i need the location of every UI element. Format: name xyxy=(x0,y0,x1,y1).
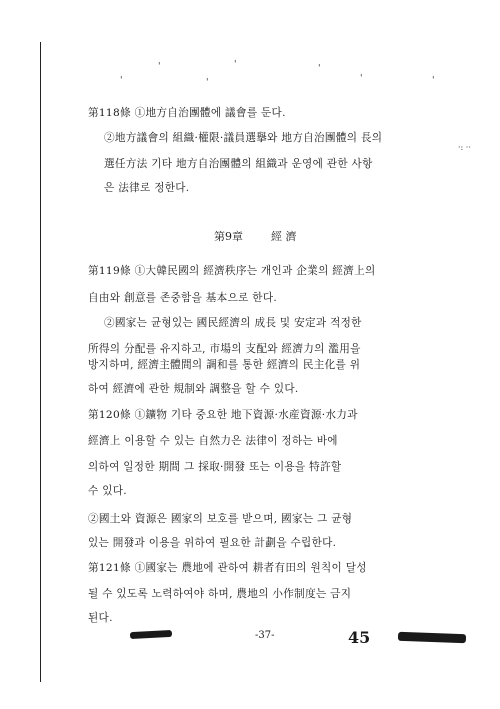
left-margin-rule xyxy=(40,42,41,682)
article-118-para-1: 第118條 ①地方自治團體에 議會를 둔다. xyxy=(88,107,286,119)
scan-speck: ' xyxy=(120,76,123,86)
article-118-para-2-cont: 選任方法 기타 地方自治團體의 組織과 운영에 관한 사항 xyxy=(104,158,373,170)
article-121-para-1-cont: 된다. xyxy=(88,612,113,624)
article-119-para-2: ②國家는 균형있는 國民經濟의 成長 및 安定과 적정한 xyxy=(104,317,362,329)
article-119-para-1-cont: 自由와 創意를 존중함을 基本으로 한다. xyxy=(88,292,278,304)
page-number: 45 xyxy=(348,628,371,647)
article-120-para-1-cont: 수 있다. xyxy=(88,485,127,497)
article-120-para-1-cont: 經濟上 이용할 수 있는 自然力은 法律이 정하는 바에 xyxy=(88,435,338,447)
article-118-para-2-cont: 은 法律로 정한다. xyxy=(104,182,190,194)
article-121-para-1: 第121條 ①國家는 農地에 관하여 耕者有田의 원칙이 달성 xyxy=(88,562,367,574)
scan-speck: ' xyxy=(318,64,321,74)
article-119-para-2-cont: 하여 經濟에 관한 規制와 調整을 할 수 있다. xyxy=(88,383,299,395)
scan-speck: ' xyxy=(206,78,209,88)
chapter-title: 經 濟 xyxy=(271,230,297,243)
article-121-para-1-cont: 될 수 있도록 노력하여야 하며, 農地의 小作制度는 금지 xyxy=(88,588,352,600)
redaction-mark-right xyxy=(398,632,466,643)
redaction-mark-left xyxy=(130,630,172,639)
article-119-para-1: 第119條 ①大韓民國의 經濟秩序는 개인과 企業의 經濟上의 xyxy=(88,265,376,277)
chapter-number: 第9章 xyxy=(214,230,243,243)
scan-speck: ' xyxy=(158,62,161,72)
article-119-para-2-cont: 방지하며, 經濟主體間의 調和를 통한 經濟의 民主化를 위 xyxy=(88,359,361,371)
article-120-para-1: 第120條 ①鑛物 기타 중요한 地下資源·水産資源·水力과 xyxy=(88,409,358,421)
article-120-para-2: ②國土와 資源은 國家의 보호를 받으며, 國家는 그 균형 xyxy=(88,513,353,525)
page-label: -37- xyxy=(255,630,275,641)
margin-mark: ·: ·· xyxy=(458,143,471,152)
chapter-heading xyxy=(214,228,297,244)
article-120-para-1-cont: 의하여 일정한 期間 그 採取·開發 또는 이용을 特許할 xyxy=(88,461,342,473)
scan-speck: ' xyxy=(432,76,435,86)
scan-speck: ' xyxy=(360,74,363,84)
article-118-para-2: ②地方議會의 組織·權限·議員選擧와 地方自治團體의 長의 xyxy=(104,132,383,144)
scan-speck: ' xyxy=(234,60,237,70)
article-120-para-2-cont: 있는 開發과 이용을 위하여 필요한 計劃을 수립한다. xyxy=(88,537,337,549)
article-119-para-2-cont: 所得의 分配를 유지하고, 市場의 支配와 經濟力의 濫用을 xyxy=(88,343,361,355)
